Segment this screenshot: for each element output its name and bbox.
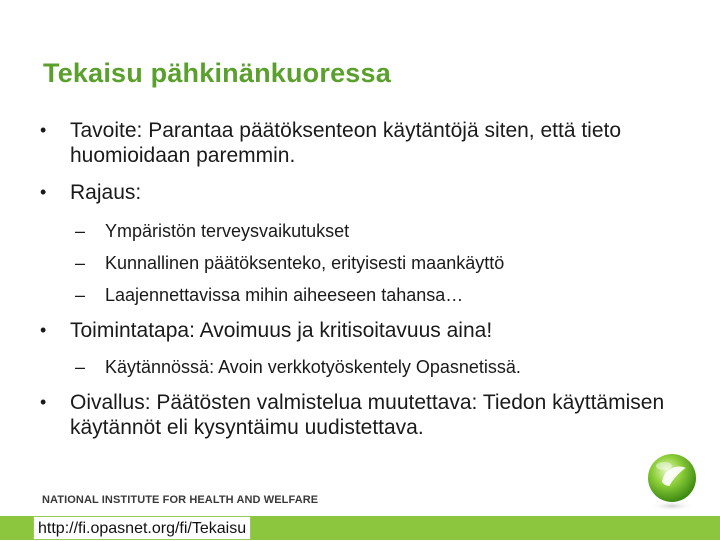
footer-bar <box>0 516 720 540</box>
bullet-text: Oivallus: Päätösten valmistelua muutettava: Tiedon käyttämisen käytännöt eli kysyntäimu uudistettava. <box>70 391 665 439</box>
bullet-mark: • <box>40 182 47 202</box>
sub-bullet-text: Kunnallinen päätöksenteko, erityisesti maankäyttö <box>105 253 505 273</box>
organization-name: NATIONAL INSTITUTE FOR HEALTH AND WELFARE <box>42 494 319 506</box>
bullet-mark: • <box>40 120 47 140</box>
bullet-text: Rajaus: <box>70 181 142 204</box>
dash-mark: – <box>75 357 86 377</box>
bullet-mark: • <box>40 320 47 340</box>
sub-bullet-text: Käytännössä: Avoin verkkotyöskentely Opasnetissä. <box>105 357 521 377</box>
bullet-mark: • <box>40 392 47 412</box>
bullet-text: Toimintatapa: Avoimuus ja kritisoitavuus aina! <box>70 319 493 342</box>
sub-bullet-text: Laajennettavissa mihin aiheeseen tahansa… <box>105 285 464 305</box>
slide-title: Tekaisu pähkinänkuoressa <box>43 58 391 88</box>
dash-mark: – <box>75 285 86 305</box>
footer-url-link[interactable]: http://fi.opasnet.org/fi/Tekaisu <box>33 516 251 540</box>
dash-mark: – <box>75 253 86 273</box>
green-sphere-leaf-logo <box>640 448 704 512</box>
dash-mark: – <box>75 221 86 241</box>
bullet-text: Tavoite: Parantaa päätöksenteon käytäntöjä siten, että tieto huomioidaan paremmin. <box>70 119 622 167</box>
sub-bullet-text: Ympäristön terveysvaikutukset <box>105 221 350 241</box>
